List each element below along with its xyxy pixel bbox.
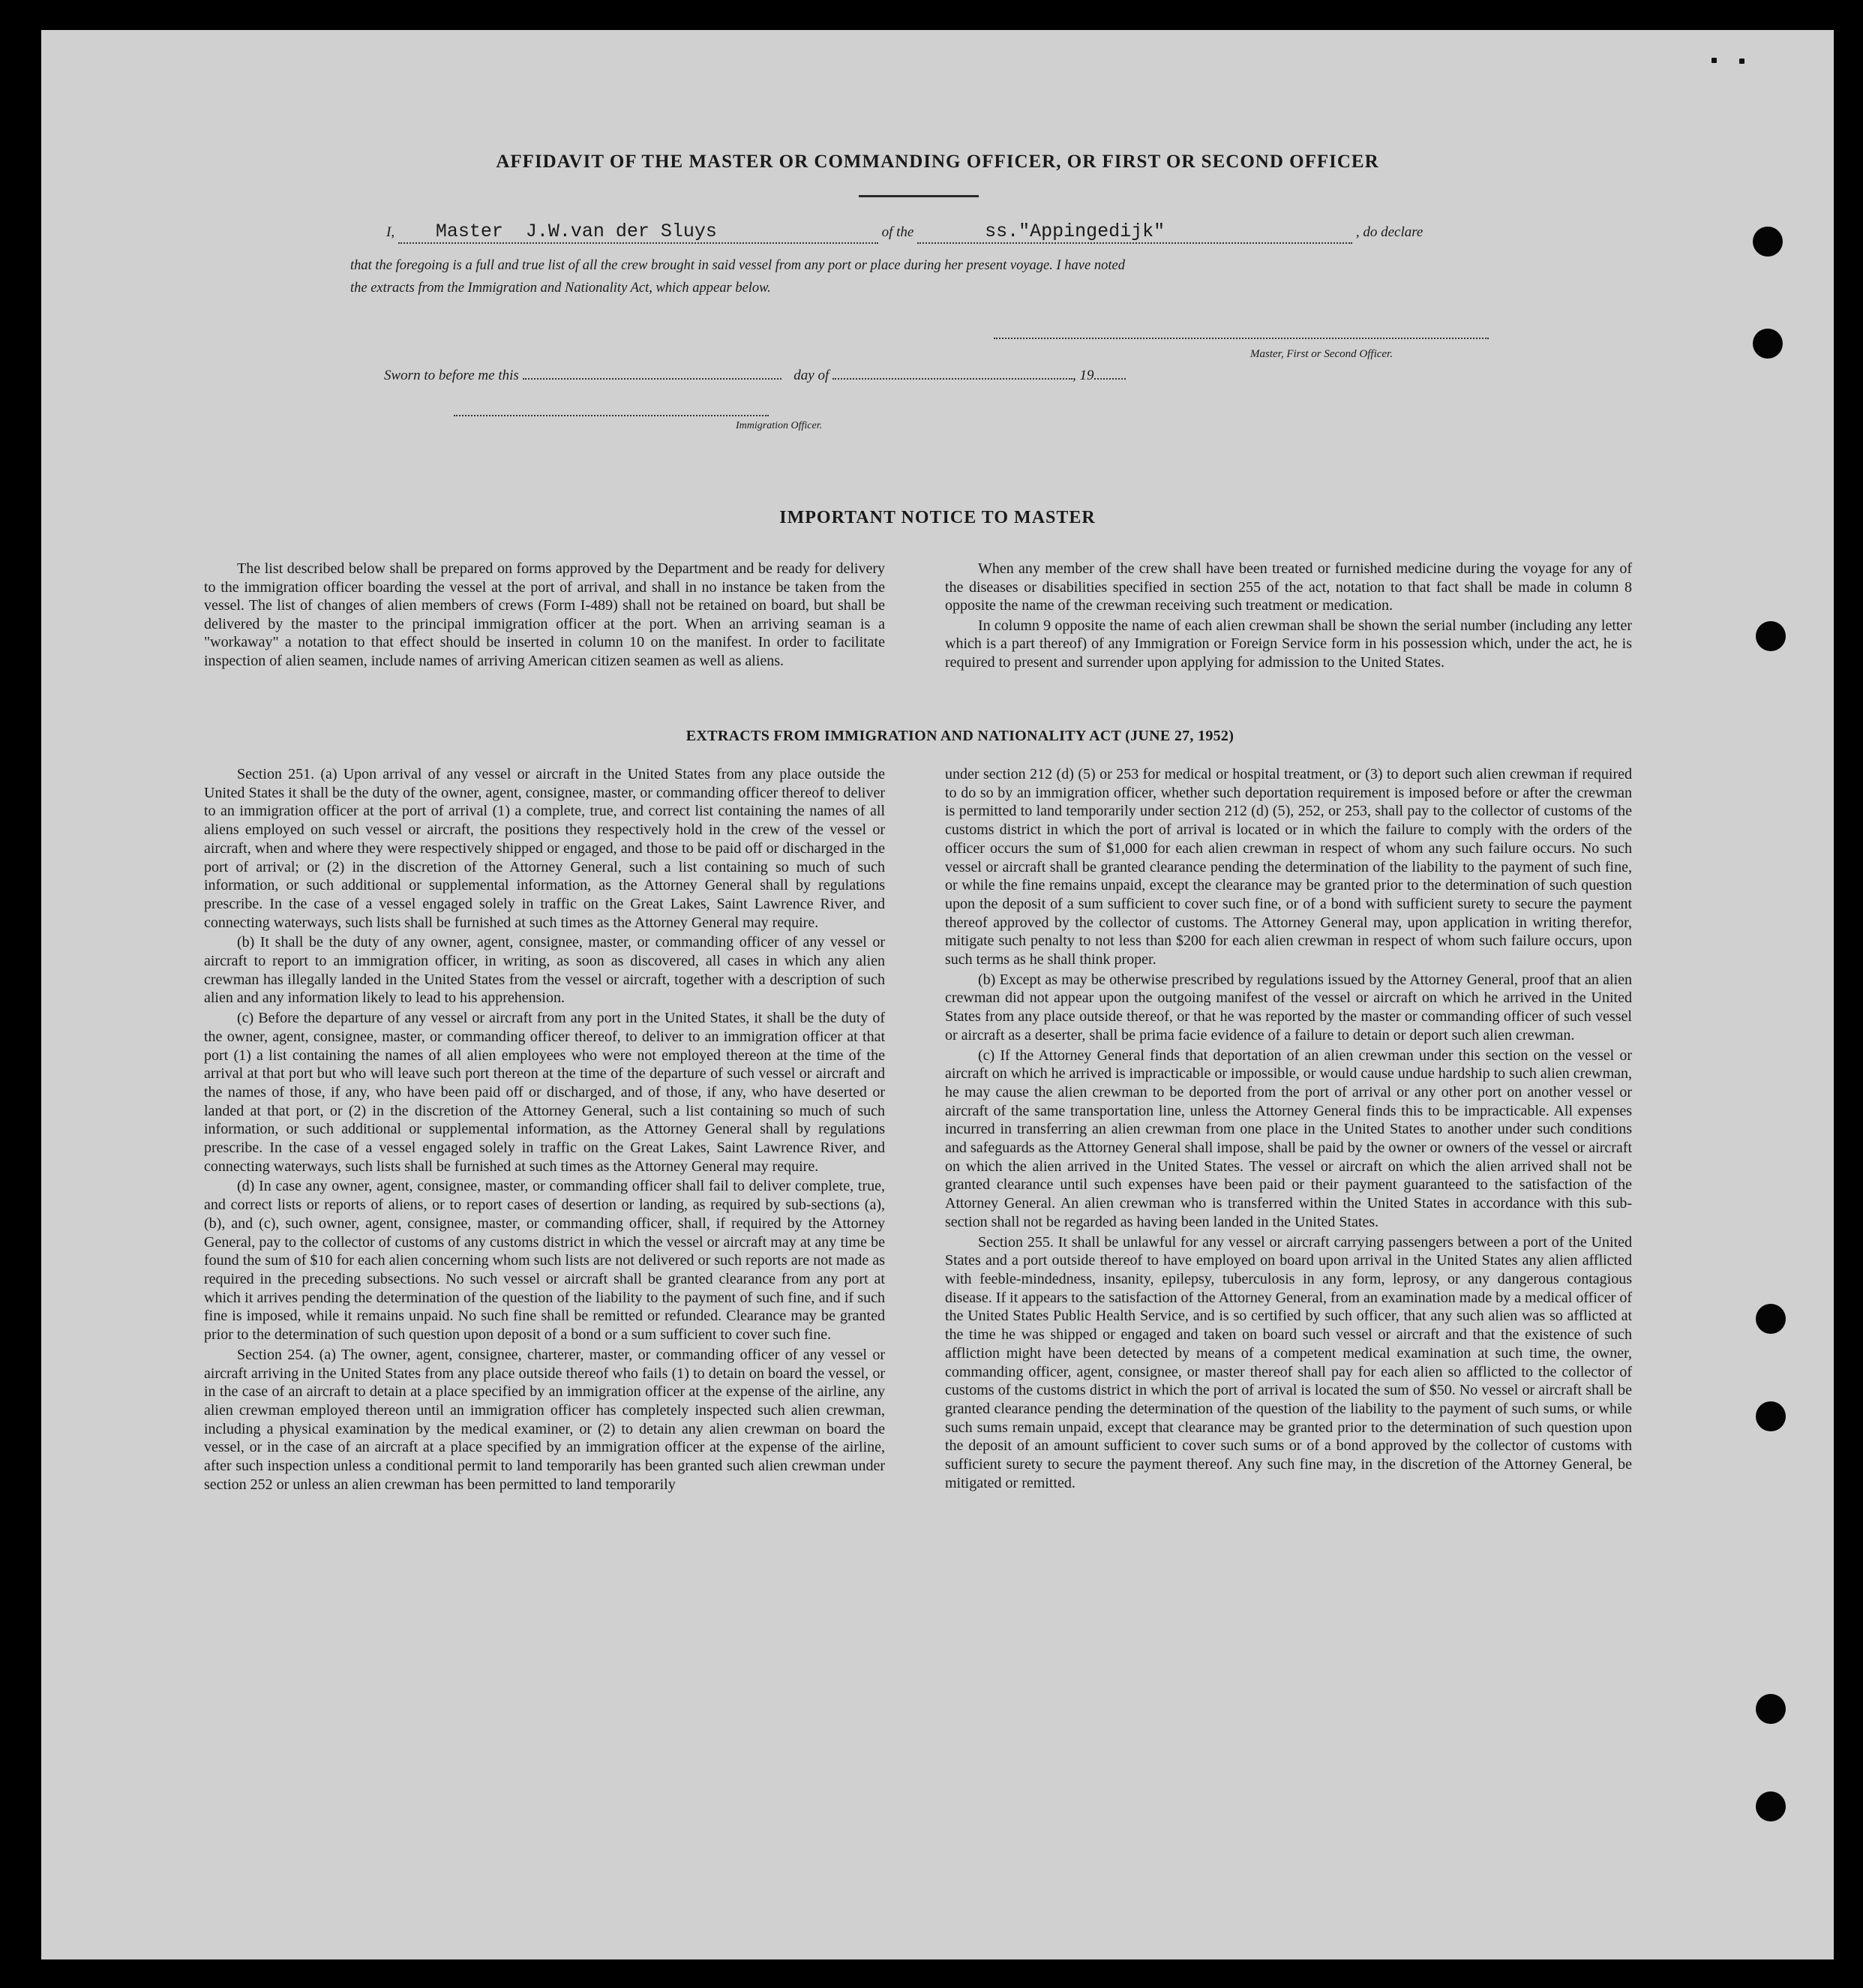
section-251a: Section 251. (a) Upon arrival of any vessel or aircraft in the United States from any place outside the United States it shall be the duty of the owner, agent, consignee, master, or commanding officer thereof to deliver to an immigration officer at the port of arrival (1) a complete, true, and correct list containing the names of all aliens employed on such vessel or aircraft, the positions they respectively hold in the crew of the vessel or aircraft, when and where they were respectively shipped or engaged, and those to be paid off or discharged in the port of arrival; or (2) in the discretion of the Attorney General, such a list containing so much of such information, or such additional or supplemental information, as the Attorney General shall by regulations prescribe. In the case of a vessel engaged solely in traffic on the Great Lakes, Saint Lawrence River, and connecting waterways, such lists shall be furnished at such times as the Attorney General may require. [204,766,885,931]
section-255: Section 255. It shall be unlawful for any vessel or aircraft carrying passengers between a port of the United States and a port outside thereof to have employed on board upon arrival in the United States any alien afflicted with feeble-mindedness, insanity, epilepsy, tuberculosis in any form, leprosy, or any dangerous contagious disease. If it appears to the satisfaction of the Attorney General, from an examination made by a medical officer of the United States Public Health Service, and is so certified by such officer, that any such alien was so afflicted at the time he was shipped or engaged and taken on board such vessel or aircraft and that the existence of such affliction might have been detected by means of a competent medical examination at such time, the owner, commanding officer, agent, consignee, or master thereof shall pay for each alien so afflicted to the collector of customs of the customs district in which the port of arrival is located the sum of $50. No vessel or aircraft shall be granted clearance pending the determination of the question of the liability to the payment of such sums, or while such sums remain unpaid, except that clearance may be granted prior to the determination of such question upon the deposit of an amount sufficient to cover such sums or of a bond approved by the collector of customs with sufficient surety to secure the payment thereof. Any such fine may, in the discretion of the Attorney General, be mitigated or remitted. [945,1233,1632,1491]
immigration-officer-label: Immigration Officer. [736,420,823,431]
extracts-left-column [204,765,885,1495]
sworn-label: Sworn to before me this [384,368,519,383]
affidavit-line-1 [386,221,1423,244]
punch-hole-3 [1756,621,1786,651]
punch-hole-4 [1756,1304,1786,1334]
immigration-officer-line [454,415,769,416]
corner-mark-1 [1712,58,1717,63]
notice-right-paragraph-2: In column 9 opposite the name of each alien crewman shall be shown the serial number (including any letter which is a part thereof) of any Immigration or Foreign Service form in his possession which, under the act, he is required to present and surrender upon applying for admission to the United States. [945,617,1632,671]
notice-left-paragraph: The list described below shall be prepared on forms approved by the Department and be ready for delivery to the immigration officer boarding the vessel at the port of arrival, and shall in no instance be taken from the vessel. The list of changes of alien members of crews (Form I-489) shall not be retained on board, but shall be delivered by the master to the principal immigration officer at the port. When an arriving seaman is a "workaway" a notation to that effect should be inserted in column 10 on the manifest. In order to facilitate inspection of alien seamen, include names of arriving American citizen seamen as well as aliens. [204,560,885,669]
section-251d: (d) In case any owner, agent, consignee, master, or commanding officer shall fail to deliver complete, true, and correct lists or reports of aliens, or to report cases of desertion or landing, as required by sub-sections (a), (b), and (c), such owner, agent, consignee, master, or commanding officer, shall, if required by the Attorney General, pay to the collector of customs of any customs district in which the vessel or aircraft may at any time be found the sum of $10 for each alien concerning whom such lists are not delivered or such reports are not made as required in the preceding subsections. No such vessel or aircraft shall be granted clearance from any port at which it arrives pending the determination of the question of the liability to the payment of such fine, and if such fine is imposed, while it remains unpaid. No such fine shall be remitted or refunded. Clearance may be granted prior to the determination of such question upon deposit of a bond or a sum sufficient to cover such fine. [204,1178,885,1344]
section-254a-continued: under section 212 (d) (5) or 253 for medical or hospital treatment, or (3) to deport such alien crewman if required to do so by an immigration officer, whether such deportation requirement is imposed before or after the crewman is permitted to land temporarily under section 212 (d) (5), 252, or 253, shall pay to the collector of customs of the customs district in which the port of arrival is located or in which the failure to comply with the orders of the officer occurs the sum of $1,000 for each alien crewman in respect of whom any such failure occurs. No such vessel or aircraft shall be granted clearance pending the determination of the liability to the payment of such fine, or while the fine remains unpaid, except the clearance may be granted prior to the determination of such question upon the deposit of a sum sufficient to cover such fine, or of a bond with sufficient surety to secure the payment thereof approved by the collector of customs. The Attorney General may, upon application in writing therefor, mitigate such penalty to not less than $200 for each alien crewman in respect of whom such failure occurs, upon such terms as he shall think proper. [945,766,1632,968]
document-page [41,30,1834,1959]
corner-mark-2 [1739,59,1744,64]
section-251c: (c) Before the departure of any vessel or aircraft from any port in the United States, it shall be the duty of the owner, agent, consignee, master, or commanding officer thereof, to deliver to an immigration officer at that port (1) a list containing the names of all alien employees who were not employed thereon at the time of the arrival at that port but who will leave such port thereon at the time of the departure of such vessel or aircraft and the names of those, if any, who have been paid off or discharged, and of those, if any, who have deserted or landed at that port, or (2) in the discretion of the Attorney General, such a list containing so much of such information, or such additional or supplemental information, as the Attorney General shall by regulations prescribe. In the case of a vessel engaged solely in traffic on the Great Lakes, Saint Lawrence River, and connecting waterways, such lists shall be furnished at such times as the Attorney General may require. [204,1010,885,1175]
punch-hole-7 [1756,1791,1786,1821]
sworn-line [384,368,1126,384]
year-label: , 19 [1072,368,1094,383]
declarant-field [398,221,878,244]
of-the-label: of the [881,224,914,240]
section-251b: (b) It shall be the duty of any owner, agent, consignee, master, or commanding officer of any vessel or aircraft to report to an immigration officer, in writing, as soon as discovered, all cases in which any alien crewman has illegally landed in the United States from the vessel or aircraft, together with a description of such alien and any information likely to lead to his apprehension. [204,934,885,1007]
punch-hole-6 [1756,1694,1786,1724]
title-rule [859,195,979,197]
notice-right-paragraph-1: When any member of the crew shall have been treated or furnished medicine during the voyage for any of the diseases or disabilities specified in section 255 of the act, notation to that fact shall be made in column 8 opposite the name of the crewman receiving such treatment or medication. [945,560,1632,614]
sworn-day-field[interactable] [523,378,782,380]
punch-hole-1 [1753,227,1783,257]
master-signature-line [994,338,1489,339]
do-declare-label: , do declare [1355,224,1424,240]
section-254c: (c) If the Attorney General finds that deportation of an alien crewman under this section on the vessel or aircraft on which he arrived is impracticable or impossible, or would cause undue hardship to such alien crewman, he may cause the alien crewman to be deported from the port of arrival or any other port on another vessel or aircraft of the same transportation line, unless the Attorney General finds this to be impracticable. All expenses incurred in transferring an alien crewman from one place in the United States to another under such conditions and safeguards as the Attorney General shall impose, shall be paid by the owner or owners of the vessel or aircraft on which the alien arrived in the United States. The vessel or aircraft on which the alien arrived shall not be granted clearance until such expenses have been paid or their payment guaranteed to the satisfaction of the Attorney General. An alien crewman who is transferred within the United States in accordance with this sub-section shall not be regarded as having been landed in the United States. [945,1047,1632,1230]
affidavit-title: AFFIDAVIT OF THE MASTER OR COMMANDING OFFICER, OR FIRST OR SECOND OFFICER [496,152,1379,172]
vessel-value: ss."Appingedijk" [985,221,1166,242]
extracts-title: EXTRACTS FROM IMMIGRATION AND NATIONALITY ACT (JUNE 27, 1952) [686,728,1234,744]
affidavit-line-3: the extracts from the Immigration and Nationality Act, which appear below. [350,281,771,296]
section-254b: (b) Except as may be otherwise prescribed by regulations issued by the Attorney General, proof that an alien crewman did not appear upon the outgoing manifest of the vessel or aircraft on which he arrived in the United States from any place outside thereof, or that he was reported by the master or commanding officer of such vessel or aircraft as a deserter, shall be prima facie evidence of a failure to detain or deport such alien crewman. [945,971,1632,1044]
affidavit-line-2: that the foregoing is a full and true list of all the crew brought in said vessel from any port or place during her present voyage. I have noted [350,258,1125,273]
punch-hole-2 [1753,329,1783,359]
vessel-field [917,221,1352,244]
sworn-year-field[interactable] [1094,378,1126,380]
punch-hole-5 [1756,1401,1786,1431]
i-label: I, [386,224,395,240]
master-signature-label: Master, First or Second Officer. [1250,348,1393,360]
section-254a: Section 254. (a) The owner, agent, consignee, charterer, master, or commanding officer of any vessel or aircraft arriving in the United States from any place outside thereof who fails (1) to detain on board the vessel, or in the case of an aircraft to detain at a place specified by an immigration officer at the expense of the airline, any alien crewman employed thereon until an immigration officer has completely inspected such alien crewman, including a physical examination by the medical examiner, or (2) to detain any alien crewman on board the vessel, or in the case of an aircraft at a place specified by an immigration officer at the expense of the airline, after such inspection unless a conditional permit to land temporarily has been granted such alien crewman under section 252 or unless an alien crewman has been permitted to land temporarily [204,1346,885,1493]
notice-left-column [204,560,885,671]
declarant-value: Master J.W.van der Sluys [435,221,717,242]
extracts-right-column [945,765,1632,1494]
day-of-label: day of [794,368,830,383]
sworn-month-field[interactable] [832,378,1072,380]
notice-title: IMPORTANT NOTICE TO MASTER [779,508,1096,527]
notice-right-column [945,560,1632,673]
